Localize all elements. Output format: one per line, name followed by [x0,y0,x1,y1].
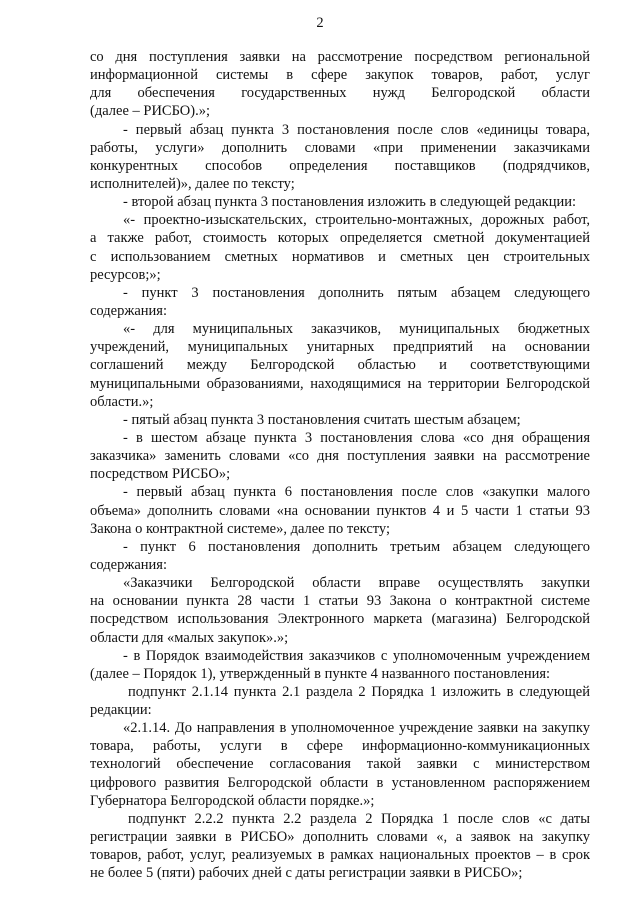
text-line: содержания: [90,302,168,319]
page-number: 2 [316,15,324,31]
text-line: исполнителей)», далее по тексту; [90,175,295,192]
text-line: технологий обеспечение согласования такой заявки с министерством [90,756,590,773]
text-line: заказчика» заменить словами «со дня поступления заявки на рассмотрение [90,448,590,465]
text-line: - пункт 6 постановления дополнить третьим абзацем следующего [123,538,590,555]
text-line: со дня поступления заявки на рассмотрение посредством региональной [90,49,590,65]
text-line: для обеспечения государственных нужд Белгородской области [90,85,590,102]
text-line: - первый абзац пункта 6 постановления после слов «закупки малого [123,484,590,501]
text-line: «- для муниципальных заказчиков, муниципальных бюджетных [123,321,590,338]
text-line: редакции: [90,702,152,719]
text-line: товара, работы, услуги в сфере информационно-коммуникационных [90,738,590,755]
text-line: а также работ, стоимость которых определяется сметной документацией [90,230,590,247]
document-body [90,48,590,882]
text-line: - второй абзац пункта 3 постановления изложить в следующей редакции: [123,194,577,211]
text-line: не более 5 (пяти) рабочих дней с даты регистрации заявки в РИСБО»; [90,865,523,882]
text-line: информационной системы в сфере закупок товаров, работ, услуг [90,67,590,84]
text-line: товаров, работ, услуг, реализуемых в рамках национальных проектов – в срок [90,847,590,864]
text-line: посредством использования Электронного маркета (магазина) Белгородской [90,611,590,628]
text-line: содержания: [90,556,168,573]
text-line: - в шестом абзаце пункта 3 постановления слова «со дня обращения [123,429,590,446]
text-line: «- проектно-изыскательских, строительно-монтажных, дорожных работ, [123,212,590,229]
text-line: области для «малых закупок».»; [90,629,289,646]
text-line: конкурентных способов определения поставщиков (подрядчиков, [90,157,590,174]
text-line: с использованием сметных нормативов и сметных цен строительных [90,248,590,265]
text-line: работы, услуги» дополнить словами «при применении заказчиками [90,139,590,156]
text-line: подпункт 2.2.2 пункта 2.2 раздела 2 Порядка 1 после слов «с даты [128,810,590,827]
text-line: на основании пункта 28 части 1 статьи 93 Закона о контрактной системе [90,593,590,610]
text-line: Губернатора Белгородской области порядке.»; [90,792,375,809]
text-line: Закона о контрактной системе», далее по тексту; [90,520,391,537]
text-line: учреждений, муниципальных унитарных предприятий на основании [90,339,590,356]
text-line: - пятый абзац пункта 3 постановления считать шестым абзацем; [123,411,521,428]
text-line: области.»; [90,393,154,410]
text-line: - первый абзац пункта 3 постановления после слов «единицы товара, [123,121,590,138]
text-line: (далее – Порядок 1), утвержденный в пункте 4 названного постановления: [90,665,551,682]
text-line: ресурсов;»; [90,266,161,283]
text-line: объема» дополнить словами «на основании пунктов 4 и 5 части 1 статьи 93 [90,502,590,519]
text-line: подпункт 2.1.14 пункта 2.1 раздела 2 Порядка 1 изложить в следующей [128,683,590,700]
text-line: - пункт 3 постановления дополнить пятым абзацем следующего [123,284,590,301]
text-line: цифрового развития Белгородской области в установленном распоряжением [90,774,590,791]
text-line: посредством РИСБО»; [90,466,231,483]
text-line: «Заказчики Белгородской области вправе осуществлять закупки [123,575,590,592]
text-line: «2.1.14. До направления в уполномоченное учреждение заявки на закупку [123,720,590,737]
text-line: муниципальными образованиями, находящимися на территории Белгородской [90,375,590,392]
text-line: - в Порядок взаимодействия заказчиков с уполномоченным учреждением [123,647,590,664]
text-line: регистрации заявки в РИСБО» дополнить словами «, а заявок на закупку [90,829,590,846]
text-line: (далее – РИСБО).»; [90,103,211,120]
text-line: соглашений между Белгородской областью и соответствующими [90,357,590,374]
